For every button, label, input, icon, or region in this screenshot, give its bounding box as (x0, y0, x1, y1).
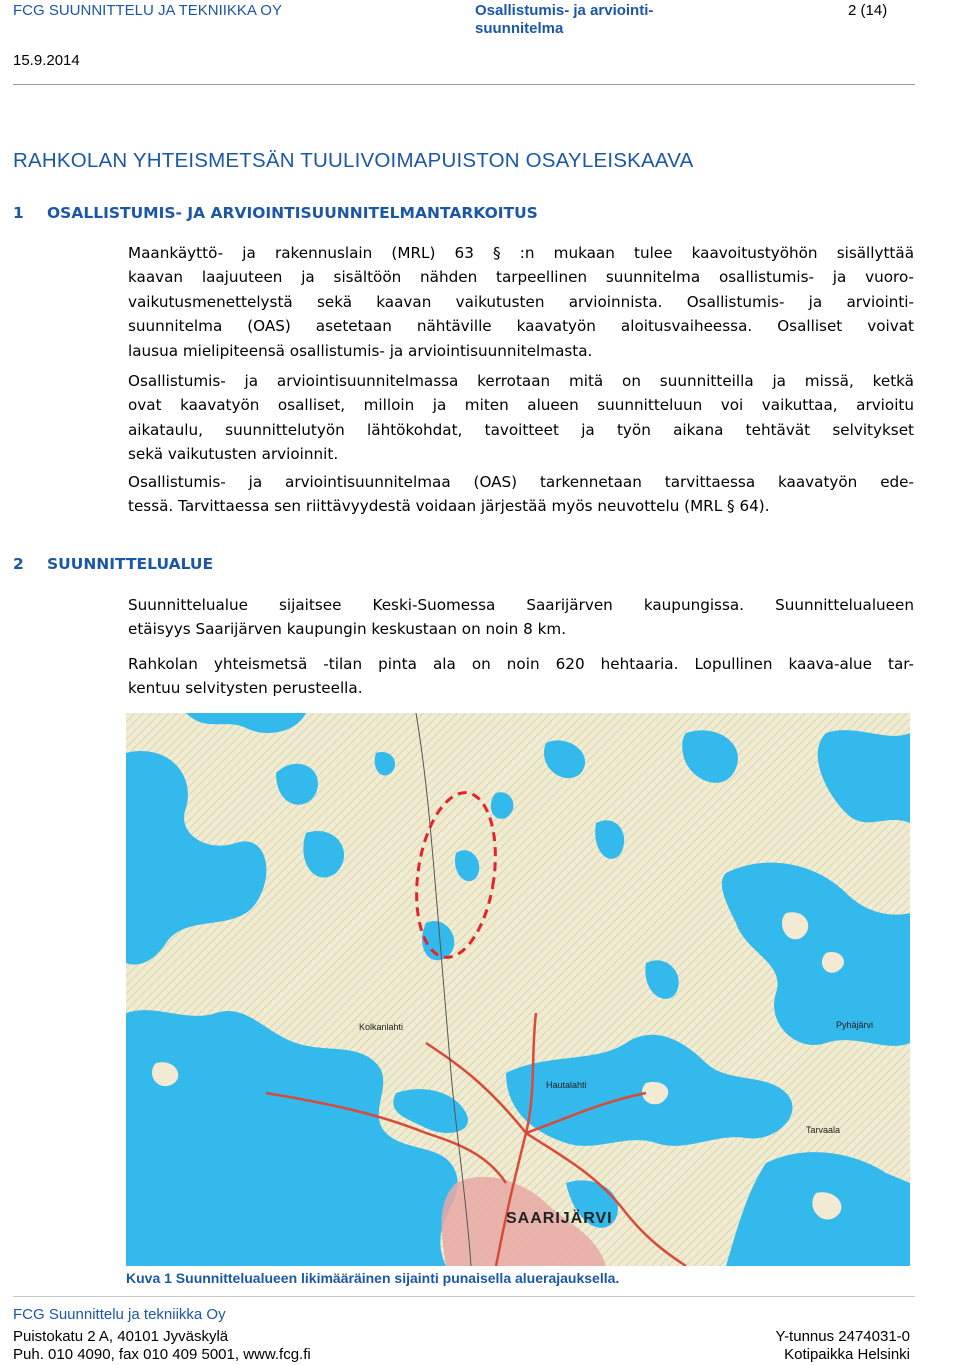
section2-title: SUUNNITTELUALUE (47, 555, 214, 573)
paragraph-line: Suunnittelualue sijaitsee Keski-Suomessa Saarijärven kaupungissa. Suunnittelualueen (128, 596, 914, 614)
section2-paragraph-1 (128, 593, 914, 642)
map-graphic (126, 713, 910, 1266)
section1-paragraph-2 (128, 369, 914, 467)
figure-caption: Kuva 1 Suunnittelualueen likimääräinen sijainti punaisella aluerajauksella. (126, 1270, 620, 1286)
paragraph-line: lausua mielipiteensä osallistumis- ja arviointisuunnitelmasta. (128, 341, 593, 360)
footer-contact: Puh. 010 4090, fax 010 409 5001, www.fcg.fi (13, 1346, 311, 1363)
header-doc-type-line1: Osallistumis- ja arviointi- (475, 2, 654, 19)
paragraph-line: kentuu selvitysten perusteella. (128, 679, 363, 698)
footer-address: Puistokatu 2 A, 40101 Jyväskylä (13, 1328, 229, 1345)
footer-business-id: Y-tunnus 2474031-0 (775, 1328, 910, 1345)
header-page-number: 2 (14) (848, 2, 888, 19)
paragraph-line: tessä. Tarvittaessa sen riittävyydestä voidaan järjestää myös neuvottelu (MRL § 64). (128, 497, 770, 516)
header-doc-type-line2: suunnitelma (475, 20, 564, 37)
map-town-label: SAARIJÄRVI (506, 1210, 613, 1227)
paragraph-line: sekä vaikutusten arvioinnit. (128, 445, 339, 464)
footer-divider (13, 1296, 915, 1297)
paragraph-line: vaikutusmenettelystä sekä kaavan vaikutusten arvioinnista. Osallistumis- ja arviointi- (128, 292, 914, 311)
document-title: RAHKOLAN YHTEISMETSÄN TUULIVOIMAPUISTON OSAYLEISKAAVA (13, 149, 694, 172)
footer-domicile: Kotipaikka Helsinki (784, 1346, 910, 1363)
map-place-label: Hautalahti (546, 1080, 587, 1090)
footer-company: FCG Suunnittelu ja tekniikka Oy (13, 1306, 226, 1323)
section2-paragraph-2 (128, 652, 914, 701)
paragraph-line: aikataulu, suunnittelutyön lähtökohdat, tavoitteet ja työn aikana tehtävät selvitykset (128, 420, 914, 439)
paragraph-line: Osallistumis- ja arviointisuunnitelmassa kerrotaan mitä on suunnitteilla ja missä, ketkä (128, 372, 914, 390)
location-map (126, 713, 910, 1266)
paragraph-line: etäisyys Saarijärven kaupungin keskustaan on noin 8 km. (128, 620, 567, 639)
paragraph-line: ovat kaavatyön osalliset, milloin ja miten alueen suunnitteluun voi vaikuttaa, arvioitu (128, 396, 914, 415)
paragraph-line: Maankäyttö- ja rakennuslain (MRL) 63 § :n mukaan tulee kaavoitustyöhön sisällyttää (128, 244, 914, 262)
map-place-label: Pyhäjärvi (836, 1020, 874, 1030)
paragraph-line: Osallistumis- ja arviointisuunnitelmaa (OAS) tarkennetaan tarvittaessa kaavatyön ede- (128, 473, 914, 491)
paragraph-line: Rahkolan yhteismetsä -tilan pinta ala on noin 620 hehtaaria. Lopullinen kaava-alue tar- (128, 655, 914, 673)
map-place-label: Kolkanlahti (359, 1022, 404, 1032)
section1-paragraph-1 (128, 241, 914, 363)
section2-number: 2 (13, 555, 24, 573)
header-divider (13, 84, 915, 85)
section1-title: OSALLISTUMIS- JA ARVIOINTISUUNNITELMANTARKOITUS (47, 204, 538, 222)
header-date: 15.9.2014 (13, 52, 80, 69)
header-company: FCG SUUNNITTELU JA TEKNIIKKA OY (13, 2, 282, 19)
map-place-label: Tarvaala (806, 1125, 841, 1135)
section1-paragraph-3 (128, 470, 914, 519)
section1-number: 1 (13, 204, 24, 222)
paragraph-line: kaavan laajuuteen ja sisältöön nähden tarpeellinen suunnitelma osallistumis- ja vuoro- (128, 268, 914, 287)
paragraph-line: suunnitelma (OAS) asetetaan nähtäville kaavatyön aloitusvaiheessa. Osalliset voivat (128, 317, 914, 336)
